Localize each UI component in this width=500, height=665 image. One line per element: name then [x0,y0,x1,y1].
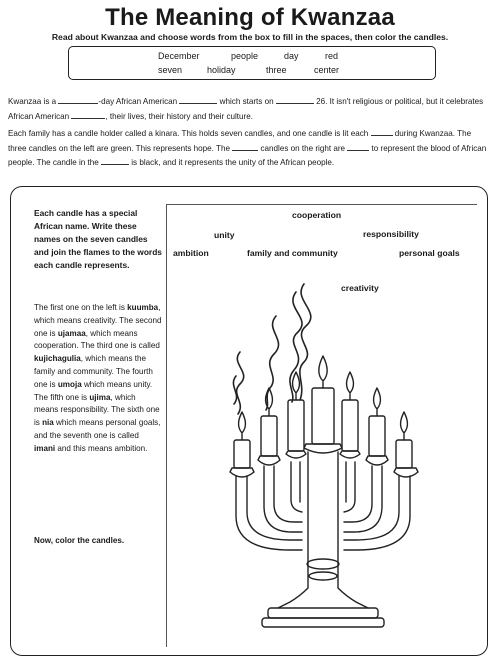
candle-6 [369,388,385,456]
flame-icon [374,388,381,409]
swahili-term: kujichagulia [34,354,81,364]
word-bank-word: people [231,51,259,61]
candle-4 [312,356,334,444]
word-bank-word: holiday [207,65,236,75]
kinara-branches [236,462,410,550]
swahili-term: imani [34,443,56,453]
word-bank-word: December [158,51,200,61]
word-bank-word: seven [158,65,183,75]
word-bank-word: center [314,65,340,75]
page-title: The Meaning of Kwanzaa [105,4,395,31]
flame-icon [401,412,408,433]
principle-word-responsibility: responsibility [363,229,419,239]
flame-icon [319,356,327,381]
paragraph-kinara: Each family has a candle holder called a kinara. This holds seven candles, and one candle is lit each during Kwanzaa. The three candles on the left are green. This represents hope. The candles on the right are to represent the blood of African people. The candle in the is black, and it represents the unity of the African people. [8,126,488,170]
principle-word-personal-goals: personal goals [399,248,460,258]
candle-7 [396,412,412,468]
word-bank-word: day [284,51,299,61]
swahili-term: nia [42,418,54,428]
instruction-text: Read about Kwanzaa and choose words from the box to fill in the spaces, then color the candles. [51,32,449,42]
flame-icon [293,372,300,393]
flame-icon [347,372,354,393]
word-bank-box [68,46,436,80]
fill-in-blank[interactable] [276,94,314,104]
principle-word-cooperation: cooperation [292,210,342,220]
principle-word-ambition: ambition [173,248,209,258]
swahili-term: ujima [89,392,111,402]
candle-5 [342,372,358,451]
fill-in-blank[interactable] [179,94,217,104]
fill-in-blank[interactable] [371,126,393,136]
kinara-base [262,608,384,627]
principle-word-family-community: family and community [247,248,338,258]
kinara-illustration [166,204,476,646]
candle-instructions: Each candle has a special African name. Write these names on the seven candles and join the flames to the words each candle represents. [34,208,162,270]
swahili-term: umoja [57,379,82,389]
candle-cups [230,444,418,477]
fill-in-blank[interactable] [232,141,258,151]
candles [234,356,412,468]
color-candles-instruction: Now, color the candles. [34,536,125,545]
fill-in-blank[interactable] [71,109,105,119]
paragraph-kwanzaa-intro: Kwanzaa is a -day African American which starts on 26. It isn't religious or political, but it celebrates African American , their lives, their history and their culture. [8,94,488,123]
principle-word-creativity: creativity [341,283,379,293]
swahili-term: ujamaa [57,328,86,338]
word-bank-word: red [325,51,339,61]
fill-in-blank[interactable] [347,141,369,151]
candle-1 [234,412,250,468]
swahili-term: kuumba [127,303,159,312]
candle-2 [261,388,277,456]
word-bank-word: three [266,65,287,75]
fill-in-blank[interactable] [58,94,98,104]
fill-in-blank[interactable] [101,155,129,165]
flame-icon [239,412,246,433]
principle-word-unity: unity [214,230,235,240]
candle-names-description: The first one on the left is kuumba, which means creativity. The second one is ujamaa, which means cooperation. The third one is called kujichagulia, which means the family and community. The fourth one is umoja which means unity. The fifth one is ujima, which means responsibility. The sixth one is nia which means personal goals, and the seventh one is called imani and this means ambition. [34,303,162,453]
